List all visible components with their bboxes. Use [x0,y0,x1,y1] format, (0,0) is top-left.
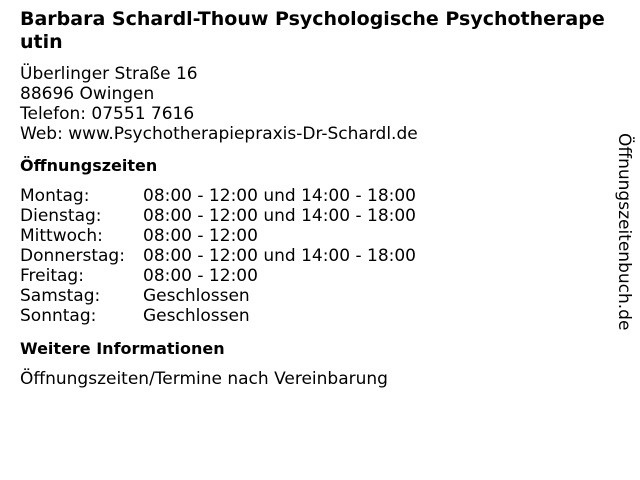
info-heading: Weitere Informationen [20,339,225,358]
business-name: Barbara Schardl-Thouw Psychologische Psychotherapeutin [20,8,605,53]
table-row [20,286,416,306]
table-row [20,246,416,266]
table-row [20,206,416,226]
day-label: Freitag: [20,266,84,286]
phone-number[interactable]: Telefon: 07551 7616 [20,104,195,124]
website-link[interactable]: Web: www.Psychotherapiepraxis-Dr-Schardl.de [20,124,418,144]
day-label: Samstag: [20,286,101,306]
listing-card [20,8,610,389]
table-row [20,226,416,246]
street-address: Überlinger Straße 16 [20,64,198,84]
city-postal: 88696 Owingen [20,84,155,104]
day-label: Montag: [20,186,90,206]
hours-value: 08:00 - 12:00 [143,226,258,246]
info-text: Öffnungszeiten/Termine nach Vereinbarung [20,369,388,389]
hours-value: 08:00 - 12:00 [143,266,258,286]
brand-watermark: Öffnungszeitenbuch.de [614,133,634,331]
day-label: Donnerstag: [20,246,125,266]
hours-heading: Öffnungszeiten [20,156,158,175]
day-label: Sonntag: [20,306,97,326]
hours-value: 08:00 - 12:00 und 14:00 - 18:00 [143,246,416,266]
hours-value: 08:00 - 12:00 und 14:00 - 18:00 [143,186,416,206]
table-row [20,266,416,286]
day-label: Dienstag: [20,206,102,226]
hours-value: 08:00 - 12:00 und 14:00 - 18:00 [143,206,416,226]
address-block [20,64,610,144]
table-row [20,186,416,206]
day-label: Mittwoch: [20,226,103,246]
hours-value: Geschlossen [143,286,250,306]
table-row [20,306,416,326]
opening-hours-table [20,186,416,326]
hours-value: Geschlossen [143,306,250,326]
